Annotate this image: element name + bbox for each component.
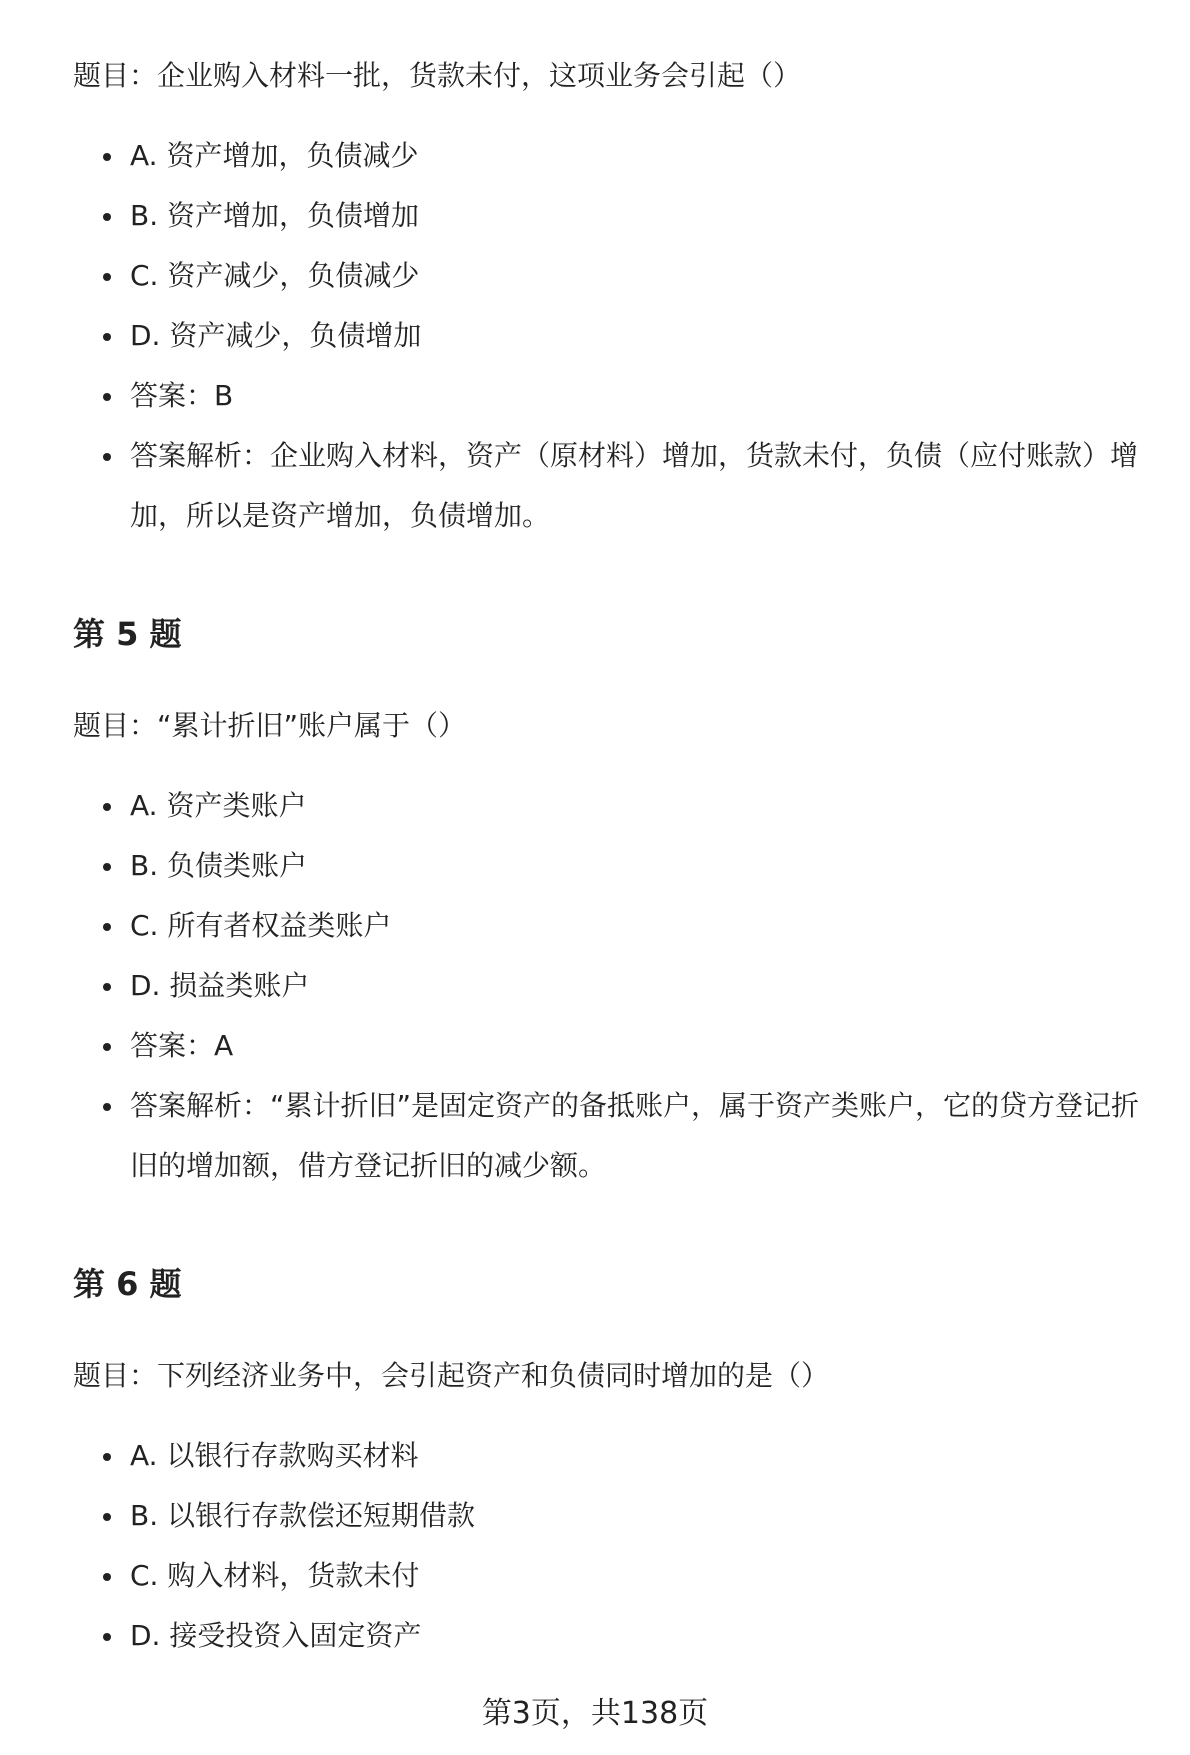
question-5-heading: 第 5 题 [73, 615, 182, 653]
question-4-text: 题目：企业购入材料一批，货款未付，这项业务会引起（） [73, 59, 802, 92]
answer-label: 答案：B [130, 379, 234, 412]
option-label: A. 资产增加，负债减少 [130, 139, 419, 172]
option-label: A. 资产类账户 [130, 789, 307, 822]
bullet-icon [103, 213, 111, 221]
option-label: B. 负债类账户 [130, 849, 308, 882]
question-5-text: 题目：“累计折旧”账户属于（） [73, 709, 467, 742]
bullet-icon [103, 1103, 111, 1111]
page-number-footer: 第3页，共138页 [481, 1696, 709, 1731]
option-label: D. 接受投资入固定资产 [130, 1619, 422, 1652]
bullet-icon [103, 273, 111, 281]
option-label: D. 资产减少，负债增加 [130, 319, 422, 352]
option-label: C. 所有者权益类账户 [130, 909, 392, 942]
bullet-icon [103, 863, 111, 871]
bullet-icon [103, 1513, 111, 1521]
bullet-icon [103, 153, 111, 161]
analysis-text: 答案解析：企业购入材料，资产（原材料）增加，货款未付，负债（应付账款）增加，所以是资产增加，负债增加。 [130, 439, 1139, 532]
option-label: C. 资产减少，负债减少 [130, 259, 420, 292]
bullet-icon [103, 393, 111, 401]
question-6-text: 题目：下列经济业务中，会引起资产和负债同时增加的是（） [73, 1359, 830, 1392]
bullet-icon [103, 923, 111, 931]
option-label: B. 以银行存款偿还短期借款 [130, 1499, 476, 1532]
bullet-icon [103, 333, 111, 341]
analysis-text: 答案解析：“累计折旧”是固定资产的备抵账户，属于资产类账户，它的贷方登记折旧的增加额，借方登记折旧的减少额。 [130, 1089, 1140, 1182]
bullet-icon [103, 1043, 111, 1051]
bullet-icon [103, 453, 111, 461]
option-label: A. 以银行存款购买材料 [130, 1439, 419, 1472]
bullet-icon [103, 1453, 111, 1461]
bullet-icon [103, 1633, 111, 1641]
option-label: D. 损益类账户 [130, 969, 310, 1002]
option-label: C. 购入材料，货款未付 [130, 1559, 420, 1592]
bullet-icon [103, 983, 111, 991]
answer-label: 答案：A [130, 1029, 234, 1062]
question-6-heading: 第 6 题 [73, 1265, 182, 1303]
bullet-icon [103, 803, 111, 811]
bullet-icon [103, 1573, 111, 1581]
option-label: B. 资产增加，负债增加 [130, 199, 420, 232]
